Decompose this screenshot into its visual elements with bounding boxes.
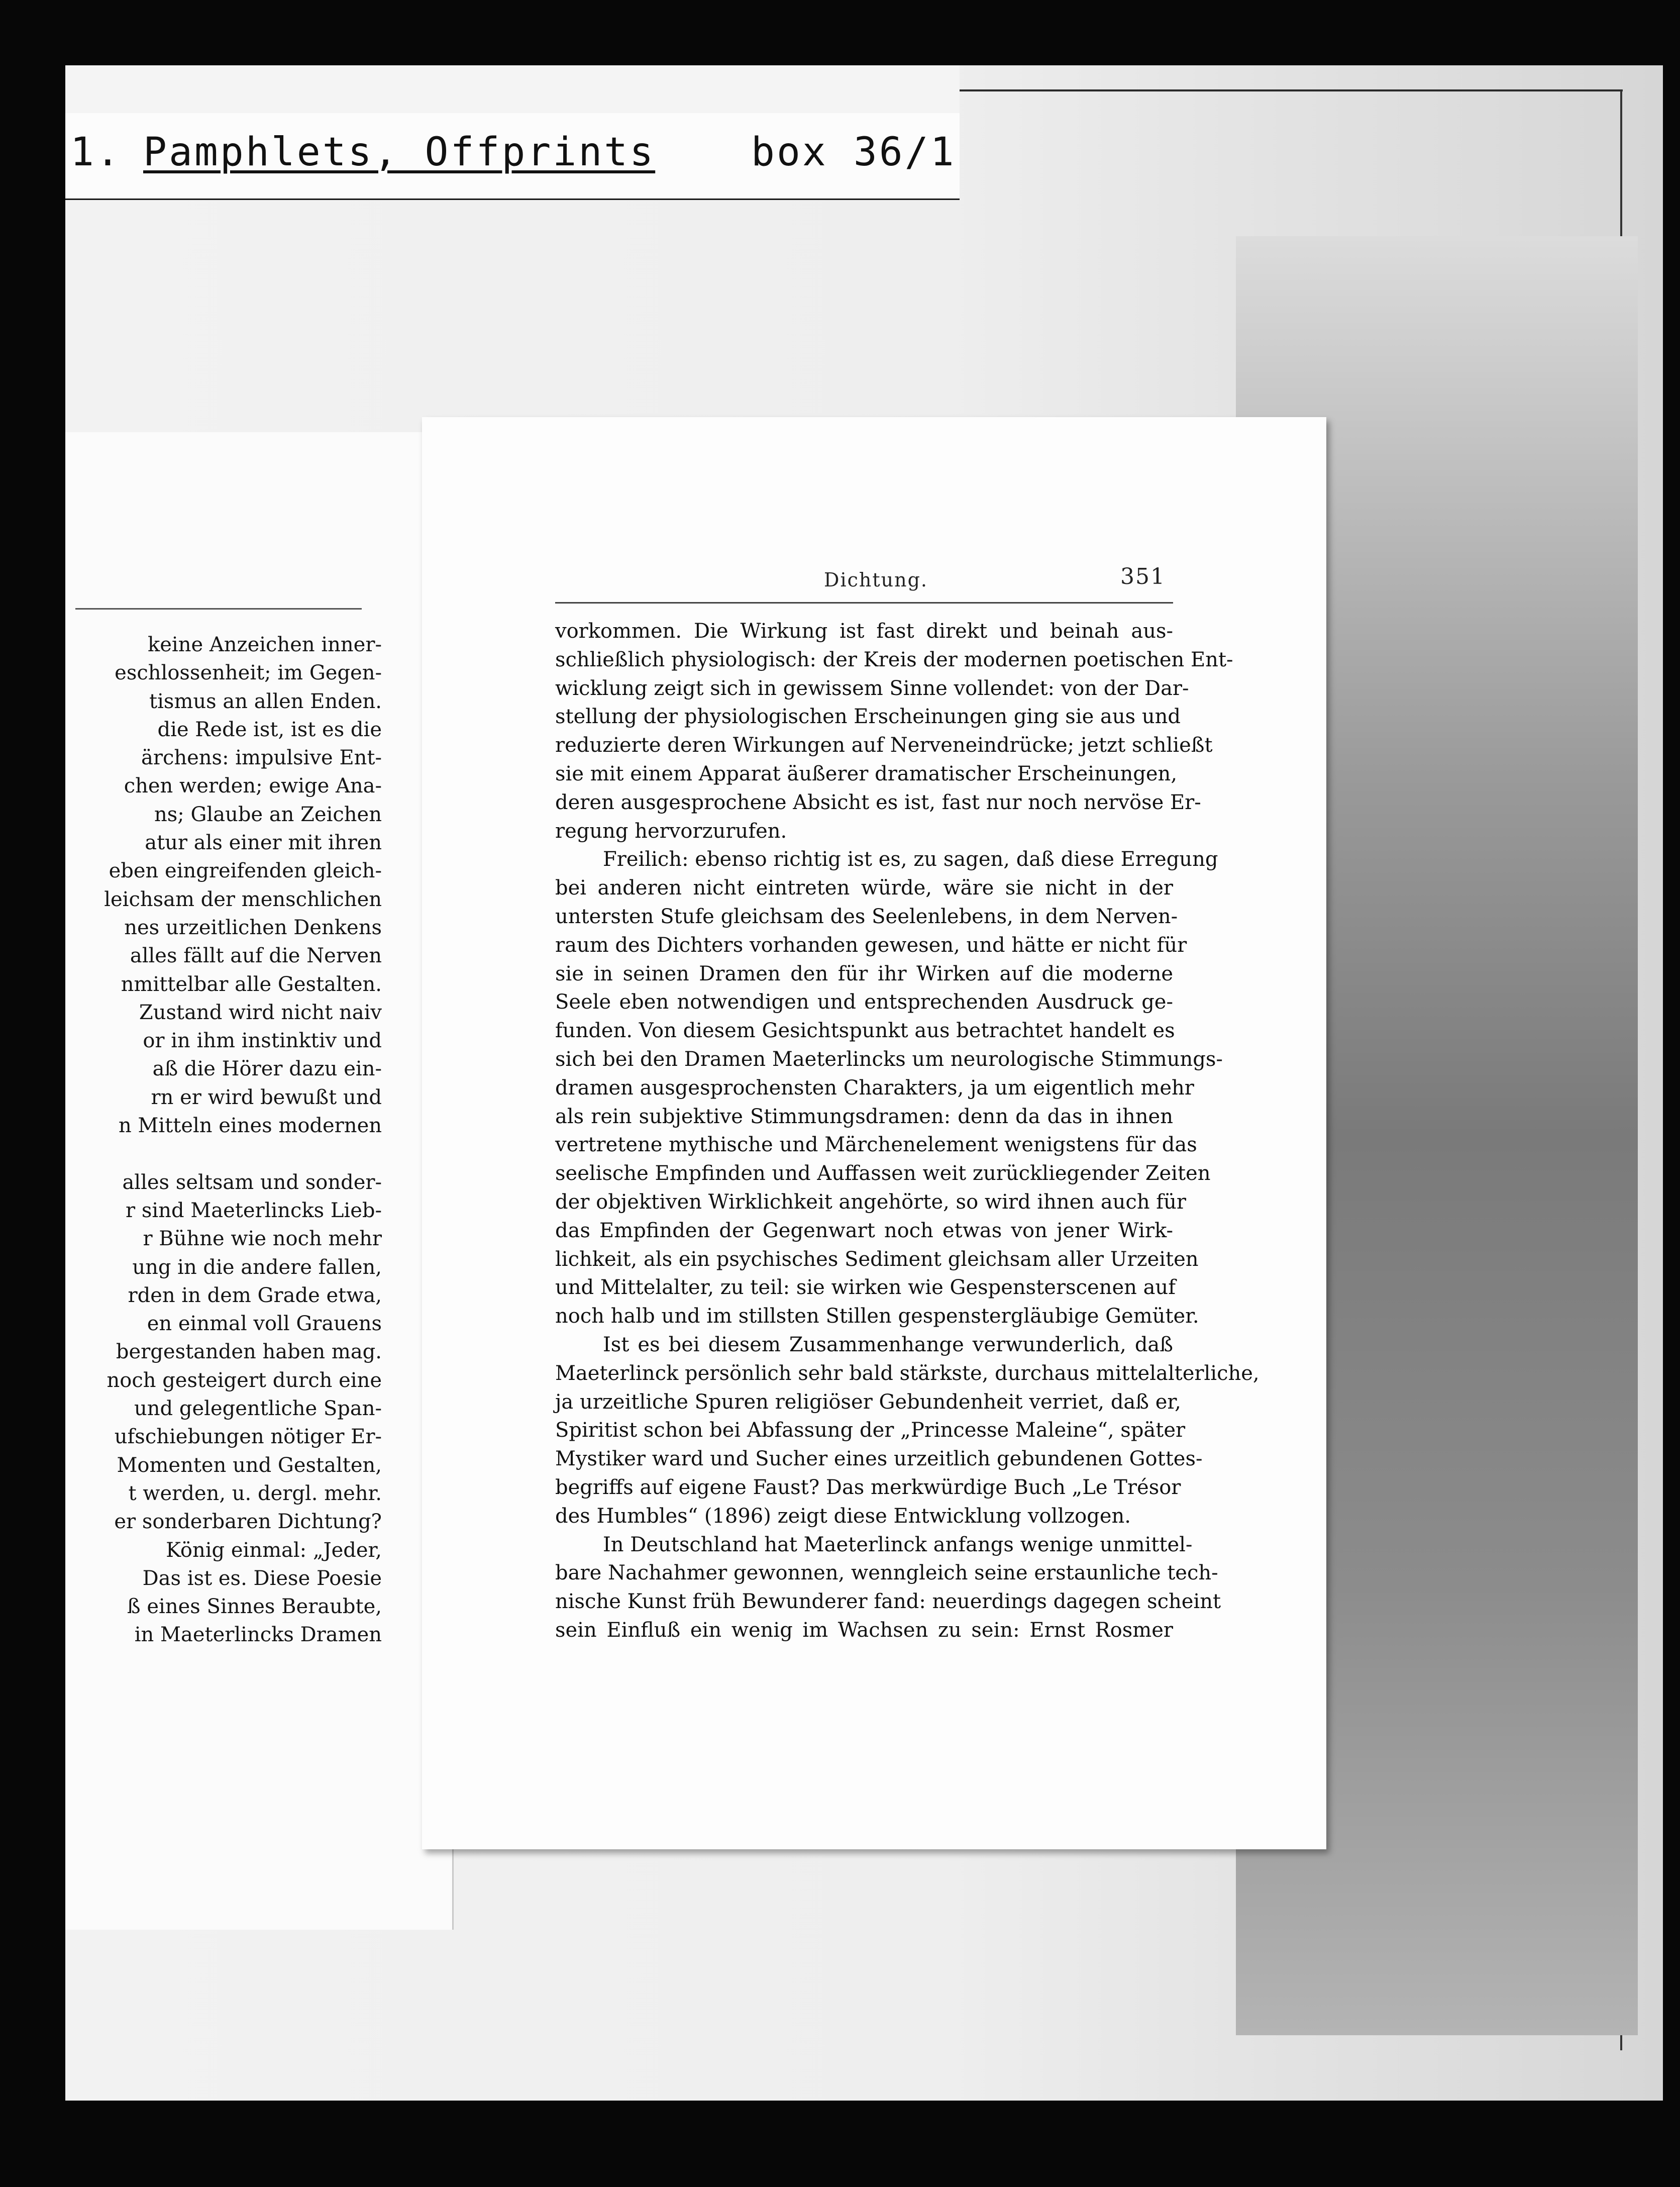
text-line: raum des Dichters vorhanden gewesen, und hätte er nicht für [555, 933, 1187, 957]
left-page-line: n Mitteln eines modernen [118, 1114, 382, 1138]
head-rule [555, 602, 1173, 604]
left-page-line: die Rede ist, ist es die [157, 718, 382, 741]
text-line: noch halb und im stillsten Stillen gespenstergläubige Gemüter. [555, 1305, 1199, 1328]
text-line: das Empfinden der Gegenwart noch etwas von jener Wirk- [555, 1219, 1173, 1242]
text-line: seelische Empfinden und Auffassen weit zurückliegender Zeiten [555, 1162, 1211, 1185]
text-line: ja urzeitliche Spuren religiöser Gebundenheit verriet, daß er, [555, 1390, 1181, 1414]
left-page-line: or in ihm instinktiv und [143, 1029, 382, 1053]
text-line: vertretene mythische und Märchenelement wenigstens für das [555, 1133, 1197, 1157]
text-line: stellung der physiologischen Erscheinungen ging sie aus und [555, 705, 1181, 729]
text-line: schließlich physiologisch: der Kreis der modernen poetischen Ent- [555, 648, 1233, 671]
left-page-line: atur als einer mit ihren [145, 831, 382, 855]
left-page-line: eben eingreifenden gleich- [109, 859, 382, 883]
text-line: begriffs auf eigene Faust? Das merkwürdige Buch „Le Trésor [555, 1475, 1181, 1499]
archive-series-number: 1. [70, 130, 122, 175]
header-margin [65, 65, 960, 113]
text-line: dramen ausgesprochensten Charakters, ja um eigentlich mehr [555, 1076, 1194, 1100]
text-line: des Humbles“ (1896) zeigt diese Entwicklung vollzogen. [555, 1504, 1131, 1528]
left-page-line: bergestanden haben mag. [116, 1340, 382, 1364]
left-page [65, 432, 454, 1930]
text-line: als rein subjektive Stimmungsdramen: denn da das in ihnen [555, 1105, 1173, 1128]
text-line: deren ausgesprochene Absicht es ist, fast nur noch nervöse Er- [555, 790, 1201, 814]
archive-box-number: box 36/1 [751, 130, 956, 175]
left-page-line: ärchens: impulsive Ent- [141, 746, 382, 770]
text-line: Maeterlinck persönlich sehr bald stärkste, durchaus mittelalterliche, [555, 1361, 1259, 1385]
text-line: sie mit einem Apparat äußerer dramatischer Erscheinungen, [555, 762, 1178, 785]
left-page-line: er sonderbaren Dichtung? [114, 1510, 382, 1534]
main-page-text [555, 617, 1259, 1645]
board-top-edge [955, 89, 1623, 91]
text-line: sich bei den Dramen Maeterlincks um neurologische Stimmungs- [555, 1047, 1223, 1071]
text-line: Freilich: ebenso richtig ist es, zu sagen, daß diese Erregung [603, 848, 1218, 871]
left-page-line: Momenten und Gestalten, [117, 1453, 382, 1477]
left-page-line: alles fällt auf die Nerven [130, 944, 382, 968]
text-line: sie in seinen Dramen den für ihr Wirken auf die moderne [555, 962, 1173, 985]
left-page-line: en einmal voll Grauens [147, 1312, 382, 1336]
running-head: Dichtung. [824, 569, 928, 591]
left-page-line: Zustand wird nicht naiv [139, 1001, 382, 1024]
left-page-line: r sind Maeterlincks Lieb- [126, 1199, 382, 1222]
text-line: Mystiker ward und Sucher eines urzeitlich gebundenen Gottes- [555, 1447, 1203, 1471]
left-page-text [65, 631, 382, 1649]
text-line: untersten Stufe gleichsam des Seelenlebens, in dem Nerven- [555, 905, 1178, 928]
page-number: 351 [1120, 564, 1166, 589]
left-page-line [65, 1140, 382, 1168]
left-page-line: tismus an allen Enden. [149, 689, 382, 713]
text-line: nische Kunst früh Bewunderer fand: neuerdings dagegen scheint [555, 1590, 1221, 1614]
left-page-line: keine Anzeichen inner- [148, 633, 382, 656]
text-line: vorkommen. Die Wirkung ist fast direkt und beinah aus- [555, 620, 1173, 643]
main-page [422, 417, 1326, 1849]
left-page-line: rn er wird bewußt und [151, 1085, 382, 1109]
left-page-line: chen werden; ewige Ana- [124, 774, 382, 798]
text-line: regung hervorzurufen. [555, 819, 787, 843]
text-line: bei anderen nicht eintreten würde, wäre sie nicht in der [555, 876, 1173, 900]
left-page-line: ns; Glaube an Zeichen [154, 803, 382, 826]
text-line: und Mittelalter, zu teil: sie wirken wie Gespensterscenen auf [555, 1276, 1176, 1300]
archive-series-label: Pamphlets, Offprints [143, 130, 656, 175]
left-page-line: in Maeterlincks Dramen [134, 1623, 382, 1647]
text-line: lichkeit, als ein psychisches Sediment gleichsam aller Urzeiten [555, 1247, 1199, 1271]
left-page-line: eschlossenheit; im Gegen- [115, 661, 382, 685]
left-page-head-rule [75, 608, 362, 610]
text-line: Spiritist schon bei Abfassung der „Princesse Maleine“, später [555, 1419, 1186, 1442]
left-page-line: ufschiebungen nötiger Er- [114, 1425, 382, 1449]
left-page-line: leichsam der menschlichen [104, 887, 382, 911]
left-page-line: ung in die andere fallen, [132, 1255, 382, 1279]
text-line: bare Nachahmer gewonnen, wenngleich seine erstaunliche tech- [555, 1561, 1218, 1585]
left-page-line: ß eines Sinnes Beraubte, [127, 1595, 382, 1619]
left-page-line: r Bühne wie noch mehr [143, 1227, 382, 1251]
text-line: der objektiven Wirklichkeit angehörte, so wird ihnen auch für [555, 1190, 1186, 1214]
text-line: Ist es bei diesem Zusammenhange verwunderlich, daß [603, 1333, 1173, 1356]
text-line: In Deutschland hat Maeterlinck anfangs wenige unmittel- [603, 1533, 1193, 1556]
text-line: wicklung zeigt sich in gewissem Sinne vollendet: von der Dar- [555, 676, 1189, 700]
text-line: Seele eben notwendigen und entsprechenden Ausdruck ge- [555, 990, 1173, 1014]
left-page-line: nmittelbar alle Gestalten. [121, 972, 382, 996]
text-line: sein Einfluß ein wenig im Wachsen zu sein: Ernst Rosmer [555, 1618, 1173, 1642]
left-page-line: noch gesteigert durch eine [107, 1368, 382, 1392]
left-page-line: t werden, u. dergl. mehr. [128, 1481, 382, 1505]
left-page-line: alles seltsam und sonder- [122, 1170, 382, 1194]
text-line: reduzierte deren Wirkungen auf Nerveneindrücke; jetzt schließt [555, 734, 1213, 757]
text-line: funden. Von diesem Gesichtspunkt aus betrachtet handelt es [555, 1019, 1175, 1043]
left-page-line: Das ist es. Diese Poesie [142, 1566, 382, 1590]
left-page-line: nes urzeitlichen Denkens [124, 916, 382, 939]
left-page-line: und gelegentliche Span- [134, 1397, 382, 1421]
left-page-line: König einmal: „Jeder, [166, 1538, 382, 1562]
left-page-line: rden in dem Grade etwa, [128, 1283, 382, 1307]
left-page-line: aß die Hörer dazu ein- [152, 1057, 382, 1081]
